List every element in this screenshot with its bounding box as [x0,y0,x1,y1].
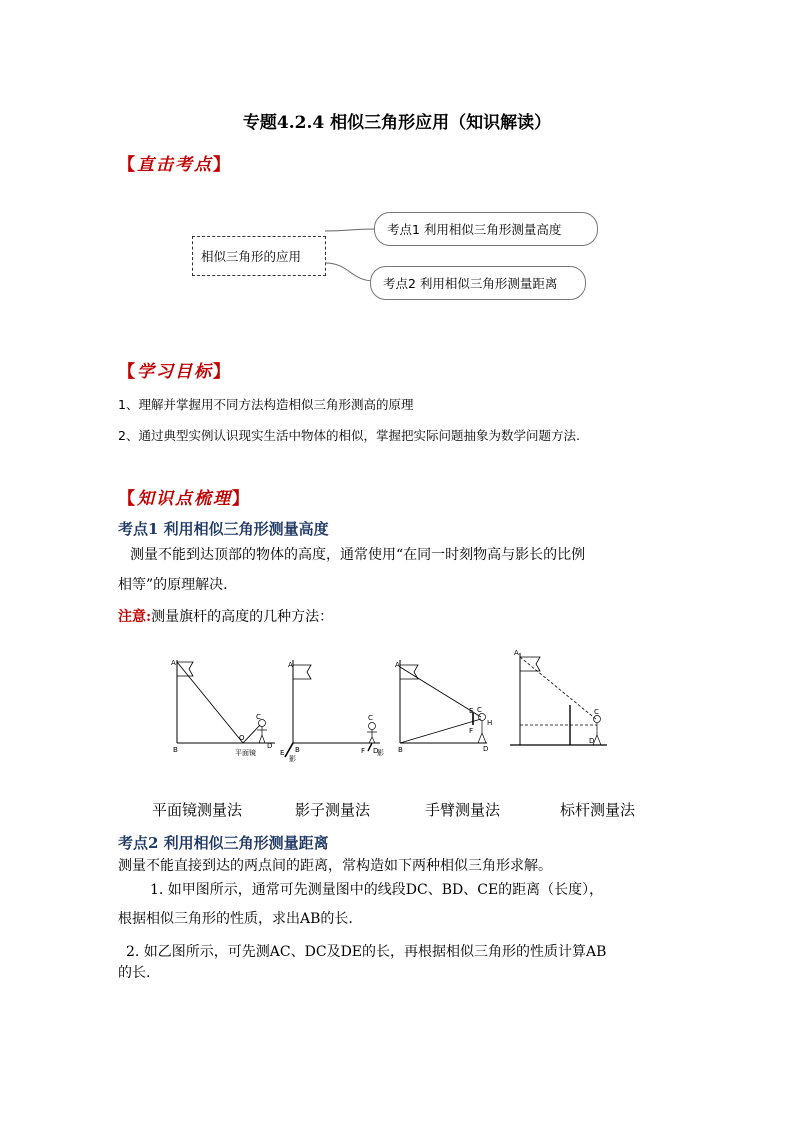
kp1-text-line1: 测量不能到达顶部的物体的高度，通常使用“在同一时刻物高与影长的比例 [130,547,586,563]
fig4-label-D: D [589,737,595,745]
note-text: 测量旗杆的高度的几种方法： [151,609,334,625]
kp2-item1-line2: 根据相似三角形的性质，求出AB的长. [118,911,353,927]
kp2-item2-line1: 2. 如乙图所示，可先测AC、DC及DE的长，再根据相似三角形的性质计算AB [126,944,607,960]
mindmap-node-1 [374,212,598,246]
fig3-label-H: H [487,719,493,727]
fig2-shadow-2: 影 [377,749,384,757]
fig3-label-D: D [483,745,489,753]
fig2-shadow-1: 影 [289,755,296,763]
section-direct: 【直击考点】 [118,155,232,175]
fig2-label-F: F [361,747,366,755]
goal-2: 2、通过典型实例认识现实生活中物体的相似，掌握把实际问题抽象为数学问题方法. [118,428,580,443]
figure-arm [395,660,492,754]
fig1-label-C: C [256,713,261,721]
mindmap-node-2-label: 考点2 利用相似三角形测量距离 [383,276,558,291]
note-label: 注意: [118,609,152,625]
fig2-label-A: A [288,661,293,669]
fig4-label-C: C [594,708,599,716]
page-title: 专题4.2.4 相似三角形应用（知识解读） [242,113,552,133]
kp2-item2-line2: 的长. [118,965,151,981]
fig1-label-O: O [239,734,245,742]
section-goals-label: 学习目标 [137,362,213,382]
fig3-label-F: F [469,727,474,735]
method-pole: 标杆测量法 [560,801,636,819]
figure-shadow [280,660,384,763]
fig1-label-B: B [173,746,178,754]
method-arm: 手臂测量法 [425,801,501,819]
fig3-label-B: B [398,746,403,754]
goal-1: 1、理解并掌握用不同方法构造相似三角形测高的原理 [118,397,414,412]
fig1-caption: 平面镜 [235,749,256,757]
section-goals: 【学习目标】 [118,362,232,382]
kp1-note [118,603,333,631]
fig4-label-A: A [514,649,519,657]
fig2-label-C: C [368,714,373,722]
kp1-heading: 考点1 利用相似三角形测量高度 [118,520,329,538]
figure-mirror [171,659,275,757]
fig1-label-A: A [171,659,176,667]
kp2-intro: 测量不能直接到达的两点间的距离，常构造如下两种相似三角形求解。 [118,858,552,874]
fig2-label-E: E [280,749,285,757]
mindmap-root [192,236,326,276]
section-knowledge-label: 知识点梳理 [137,489,232,509]
kp2-heading: 考点2 利用相似三角形测量距离 [118,834,329,852]
figure-pole [510,649,607,745]
mindmap-root-label: 相似三角形的应用 [201,249,302,264]
fig2-label-B: B [295,746,300,754]
measurement-figures [165,645,625,765]
fig3-label-E: E [469,707,474,715]
section-direct-label: 直击考点 [137,155,213,175]
method-mirror: 平面镜测量法 [152,801,243,819]
fig3-label-C: C [477,706,482,714]
section-knowledge: 【知识点梳理】 [118,489,251,509]
mindmap-node-1-label: 考点1 利用相似三角形测量高度 [387,222,562,237]
kp1-text-line2: 相等”的原理解决. [118,577,228,593]
kp2-item1-line1: 1. 如甲图所示，通常可先测量图中的线段DC、BD、CE的距离（长度）， [150,882,604,898]
fig1-label-D: D [267,742,273,750]
mindmap-node-2 [370,266,586,300]
method-shadow: 影子测量法 [295,801,371,819]
fig3-label-A: A [395,661,400,669]
fig2-label-D: D [373,747,379,755]
